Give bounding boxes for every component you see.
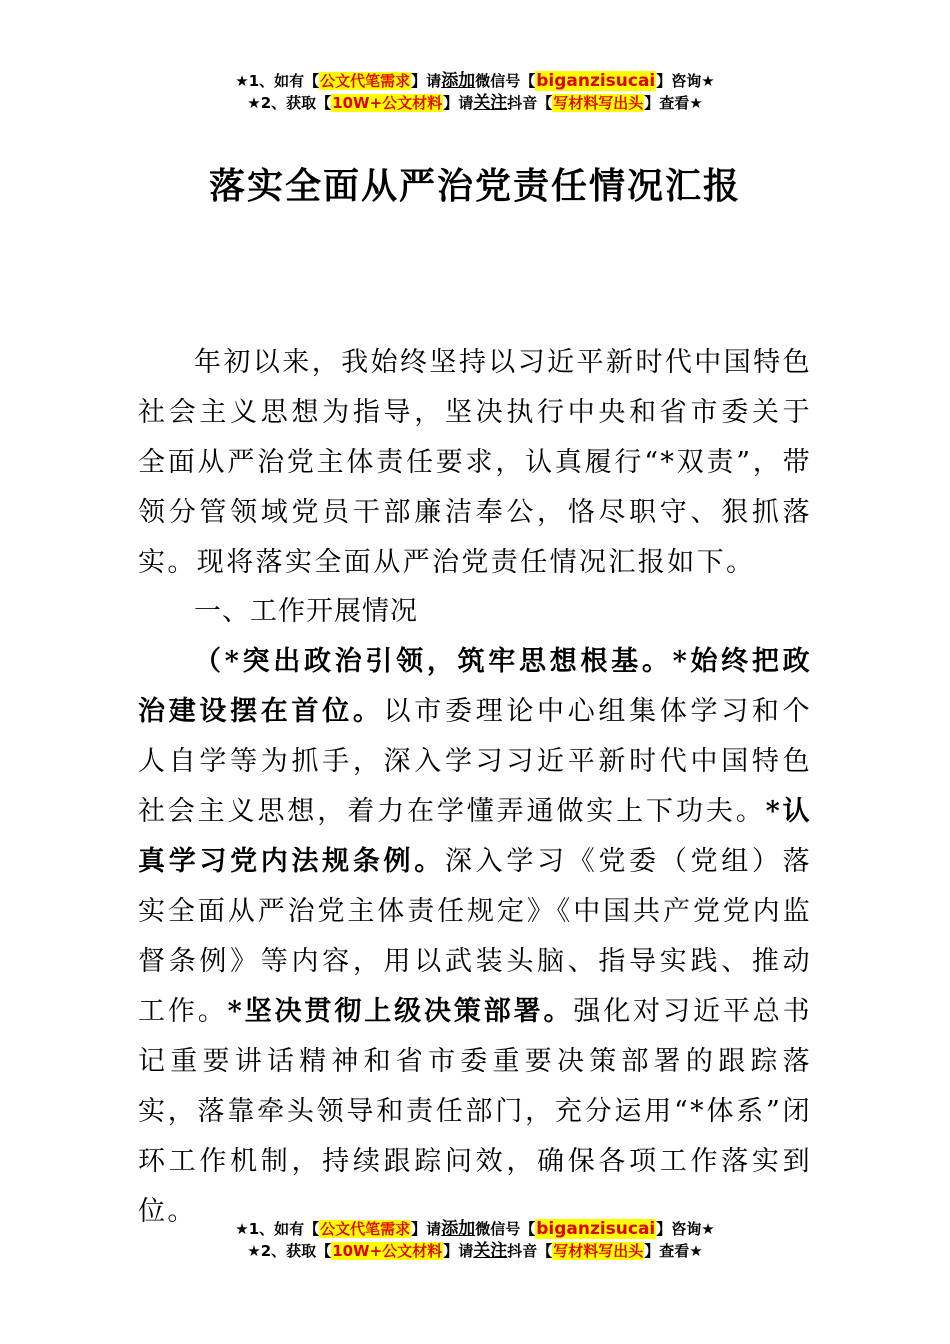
intro-text: 年初以来，我始终坚持以习近平新时代中国特色社会主义思想为指导，坚决执行中央和省市委关于全面从严治党主体责任要求，认真履行“*双责”，带领分管领域党员干部廉洁奉公，恪尽职守、狠抓落实。现将落实全面从严治党责任情况汇报如下。 — [138, 347, 812, 578]
banner-line-1 — [0, 1218, 950, 1240]
banner-highlight: 公文代笔需求 — [320, 1220, 411, 1238]
banner-emphasis: 关注 — [473, 1241, 508, 1261]
banner-emphasis: 添加 — [441, 71, 476, 91]
section-text — [138, 637, 812, 1237]
banner-text: 】请 — [443, 1242, 474, 1260]
header-banner — [0, 70, 950, 114]
banner-text: 】请 — [443, 94, 474, 112]
banner-text: 】请 — [411, 1220, 442, 1238]
body-text: 以市委理论中心组集体学习和个人自学等为抓手，深入学习习近平新时代中国特色社会主义思想，着力在学懂弄通做实上下功夫。 — [138, 696, 812, 827]
banner-highlight: 10W+公文材料 — [332, 94, 443, 112]
bold-lead: *坚决贯彻上级决策部署。 — [227, 996, 574, 1027]
banner-emphasis: 添加 — [441, 1219, 476, 1239]
banner-wechat-id: biganzisucai — [536, 71, 656, 91]
banner-text: 微信号【 — [475, 1220, 536, 1238]
banner-douyin-id: 写材料写出头 — [553, 1242, 644, 1260]
section-heading: 一、工作开展情况 — [194, 596, 418, 627]
banner-text: 抖音【 — [507, 94, 553, 112]
banner-text: 】咨询★ — [656, 1220, 715, 1238]
banner-highlight: 公文代笔需求 — [320, 72, 411, 90]
intro-paragraph — [138, 338, 812, 588]
banner-text: 微信号【 — [475, 72, 536, 90]
banner-text: ★2、获取【 — [247, 94, 332, 112]
banner-text: 】请 — [411, 72, 442, 90]
banner-text: ★1、如有【 — [235, 72, 320, 90]
banner-text: 】咨询★ — [656, 72, 715, 90]
footer-banner — [0, 1218, 950, 1262]
bold-lead: （*突出政治引领，筑牢思想根基。*始终把政治建设摆在首位。 — [138, 646, 812, 727]
banner-wechat-id: biganzisucai — [536, 1219, 656, 1239]
banner-emphasis: 关注 — [473, 93, 508, 113]
section-paragraph — [138, 637, 812, 1237]
body-text: 强化对习近平总书记重要讲话精神和省市委重要决策部署的跟踪落实，落靠牵头领导和责任部门，充分运用“*体系”闭环工作机制，持续跟踪问效，确保各项工作落实到位。 — [138, 996, 813, 1227]
banner-line-1 — [0, 70, 950, 92]
bold-lead: *认真学习党内法规条例。 — [138, 796, 812, 877]
banner-line-2 — [0, 92, 950, 114]
document-title: 落实全面从严治党责任情况汇报 — [208, 165, 741, 207]
banner-text: ★1、如有【 — [235, 1220, 320, 1238]
banner-douyin-id: 写材料写出头 — [553, 94, 644, 112]
body-text: 深入学习《党委（党组）落实全面从严治党主体责任规定》《中国共产党党内监督条例》等内容，用以武装头脑、指导实践、推动工作。 — [138, 846, 812, 1027]
banner-text: ★2、获取【 — [247, 1242, 332, 1260]
banner-text: 抖音【 — [507, 1242, 553, 1260]
banner-text: 】查看★ — [644, 94, 703, 112]
banner-line-2 — [0, 1240, 950, 1262]
banner-text: 】查看★ — [644, 1242, 703, 1260]
banner-highlight: 10W+公文材料 — [332, 1242, 443, 1260]
